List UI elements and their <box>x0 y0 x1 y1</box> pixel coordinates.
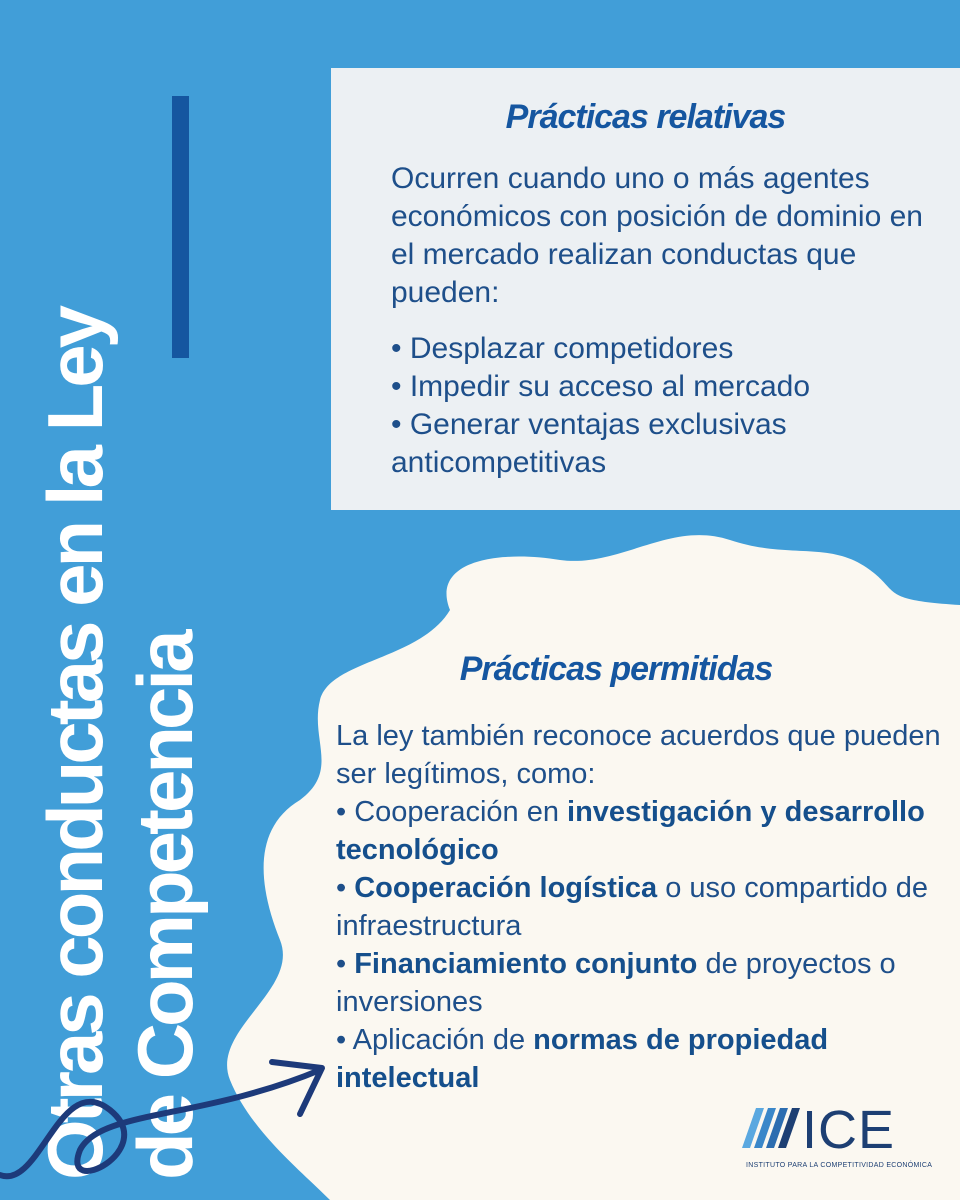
item-bold: normas de propiedad intelectual <box>336 1024 829 1094</box>
item-text: • <box>336 948 355 980</box>
ice-logo-word: ICE <box>802 1100 896 1160</box>
permitidas-section <box>336 650 956 1097</box>
item-text: • Aplicación de <box>336 1024 534 1056</box>
title-line-2: de Competencia <box>121 633 209 1180</box>
ice-logo-stripes-icon <box>742 1104 806 1152</box>
item-bold: Financiamiento conjunto <box>354 948 698 980</box>
list-item <box>336 869 956 945</box>
title-line-1: Otras conductas en la Ley <box>31 308 119 1180</box>
permitidas-heading: Prácticas permitidas <box>459 650 773 688</box>
list-item <box>336 945 956 1021</box>
item-bold: investigación y desarrollo tecnológico <box>336 796 925 866</box>
item-bold: Cooperación logística <box>354 872 658 904</box>
permitidas-list <box>336 793 956 1097</box>
relativas-intro: Ocurren cuando uno o más agentes económicos con posición de dominio en el mercado realizan conductas que pueden: <box>391 162 923 309</box>
curved-arrow-icon <box>0 1040 340 1200</box>
ice-logo <box>742 1100 933 1180</box>
permitidas-body <box>336 717 956 1097</box>
list-item: • Desplazar competidores <box>391 332 734 365</box>
item-text: • Cooperación en <box>336 796 568 828</box>
list-item: • Generar ventajas exclusivas anticompetitivas <box>391 408 787 479</box>
relativas-heading: Prácticas relativas <box>505 98 786 136</box>
list-item: • Impedir su acceso al mercado <box>391 370 811 403</box>
list-item <box>336 793 956 869</box>
item-text: de proyectos o inversiones <box>336 948 896 1018</box>
item-text: o uso compartido de infraestructura <box>336 872 928 942</box>
permitidas-intro: La ley también reconoce acuerdos que pueden ser legítimos, como: <box>336 720 941 790</box>
list-item <box>336 1021 956 1097</box>
item-text: • <box>336 872 355 904</box>
ice-logo-tagline: INSTITUTO PARA LA COMPETITIVIDAD ECONÓMICA <box>746 1162 933 1169</box>
